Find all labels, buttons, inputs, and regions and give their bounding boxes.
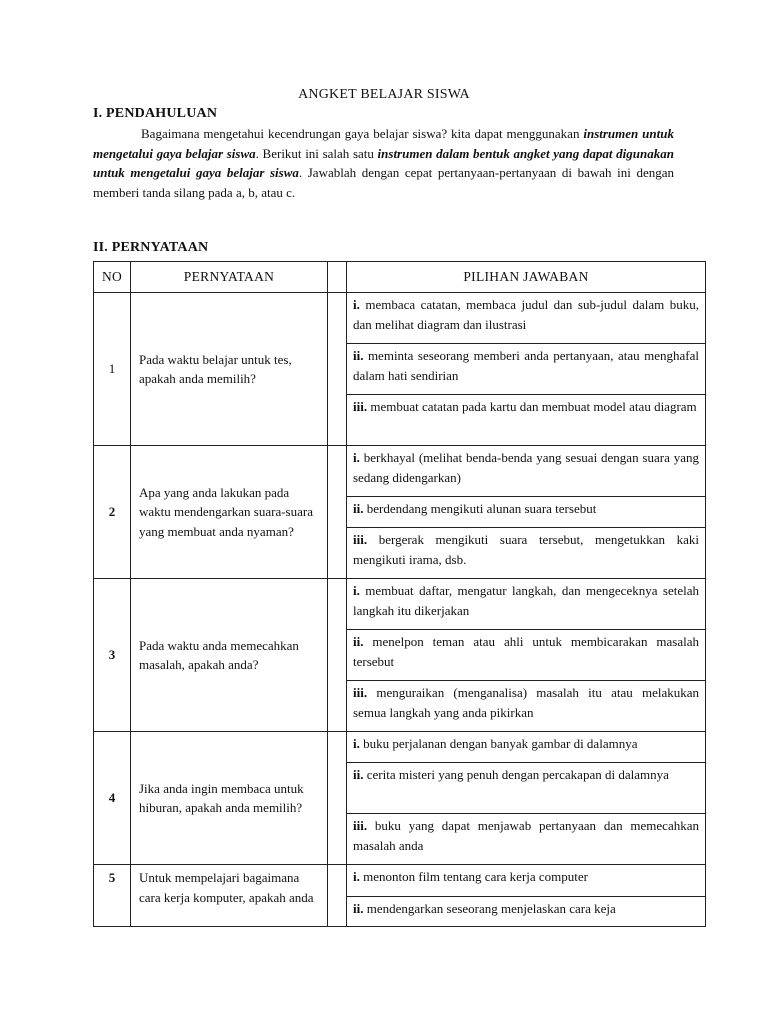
- question-text: Jika anda ingin membaca untuk hiburan, apakah anda memilih?: [131, 732, 328, 865]
- option-numeral: iii.: [353, 818, 368, 833]
- header-no: NO: [94, 262, 131, 293]
- question-text: Pada waktu anda memecahkan masalah, apakah anda?: [131, 579, 328, 732]
- intro-text-2: . Berikut ini salah satu: [255, 145, 378, 161]
- option-numeral: i.: [353, 736, 360, 751]
- answer-option[interactable]: [347, 395, 706, 446]
- option-text: membuat catatan pada kartu dan membuat model atau diagram: [367, 399, 697, 414]
- option-numeral: ii.: [353, 634, 364, 649]
- header-spacer: [328, 262, 347, 293]
- option-numeral: i.: [353, 297, 360, 312]
- intro-paragraph: [93, 124, 674, 202]
- option-numeral: i.: [353, 583, 360, 598]
- option-text: berdendang mengikuti alunan suara tersebut: [363, 501, 597, 516]
- blank-cell: [328, 579, 347, 732]
- document-title: ANGKET BELAJAR SISWA: [298, 87, 470, 102]
- table-row: [94, 865, 706, 897]
- blank-cell: [328, 865, 347, 927]
- row-number: 3: [94, 579, 131, 732]
- intro-emphasis-2: instrumen dalam bentuk angket yang dapat digunakan untuk mengetalui gaya belajar siswa: [93, 145, 674, 180]
- option-numeral: ii.: [353, 767, 364, 782]
- blank-cell: [328, 446, 347, 579]
- option-text: mendengarkan seseorang menjelaskan cara keja: [363, 901, 616, 916]
- section-heading-pernyataan: II. PERNYATAAN: [93, 240, 209, 255]
- questionnaire-table: [93, 261, 706, 927]
- option-text: meminta seseorang memberi anda pertanyaan, atau menghafal dalam hati sendirian: [353, 348, 699, 383]
- answer-option[interactable]: [347, 579, 706, 630]
- blank-cell: [328, 293, 347, 446]
- table-row: [94, 732, 706, 763]
- option-text: menonton film tentang cara kerja computer: [359, 869, 589, 884]
- option-numeral: i.: [353, 869, 360, 884]
- row-number: 5: [94, 865, 131, 927]
- question-text: Apa yang anda lakukan pada waktu mendengarkan suara-suara yang membuat anda nyaman?: [131, 446, 328, 579]
- answer-option[interactable]: [347, 897, 706, 927]
- option-text: cerita misteri yang penuh dengan percakapan di dalamnya: [363, 767, 669, 782]
- option-text: buku perjalanan dengan banyak gambar di dalamnya: [359, 736, 638, 751]
- option-numeral: ii.: [353, 501, 364, 516]
- intro-emphasis-1: instrumen untuk mengetalui gaya belajar siswa: [93, 126, 674, 161]
- row-number: 2: [94, 446, 131, 579]
- answer-option[interactable]: [347, 681, 706, 732]
- question-text: Untuk mempelajari bagaimana cara kerja komputer, apakah anda: [131, 865, 328, 927]
- option-numeral: ii.: [353, 348, 364, 363]
- question-text: Pada waktu belajar untuk tes, apakah anda memilih?: [131, 293, 328, 446]
- answer-option[interactable]: [347, 865, 706, 897]
- answer-option[interactable]: [347, 446, 706, 497]
- answer-option[interactable]: [347, 763, 706, 814]
- option-text: bergerak mengikuti suara tersebut, mengetukkan kaki mengikuti irama, dsb.: [353, 532, 699, 567]
- answer-option[interactable]: [347, 814, 706, 865]
- option-text: menelpon teman atau ahli untuk membicarakan masalah tersebut: [353, 634, 699, 669]
- intro-text-3: . Jawablah dengan cepat pertanyaan-pertanyaan di bawah ini dengan memberi tanda silang pada a, b, atau c.: [93, 165, 674, 200]
- option-text: membaca catatan, membaca judul dan sub-judul dalam buku, dan melihat diagram dan ilustrasi: [353, 297, 699, 332]
- row-number: 4: [94, 732, 131, 865]
- answer-option[interactable]: [347, 528, 706, 579]
- row-number: 1: [94, 293, 131, 446]
- intro-text-1: Bagaimana mengetahui kecendrungan gaya belajar siswa? kita dapat menggunakan: [141, 126, 584, 141]
- table-row: [94, 579, 706, 630]
- table-header-row: [94, 262, 706, 293]
- option-numeral: iii.: [353, 532, 368, 547]
- option-numeral: ii.: [353, 901, 364, 916]
- answer-option[interactable]: [347, 732, 706, 763]
- header-choices: PILIHAN JAWABAN: [347, 262, 706, 293]
- option-text: menguraikan (menganalisa) masalah itu atau melakukan semua langkah yang anda pikirkan: [353, 685, 699, 720]
- option-text: buku yang dapat menjawab pertanyaan dan memecahkan masalah anda: [353, 818, 699, 853]
- answer-option[interactable]: [347, 293, 706, 344]
- option-numeral: i.: [353, 450, 360, 465]
- option-text: berkhayal (melihat benda-benda yang sesuai dengan suara yang sedang didengarkan): [353, 450, 699, 485]
- option-numeral: iii.: [353, 399, 368, 414]
- option-text: membuat daftar, mengatur langkah, dan mengeceknya setelah langkah itu dikerjakan: [353, 583, 699, 618]
- answer-option[interactable]: [347, 497, 706, 528]
- table-row: [94, 293, 706, 344]
- blank-cell: [328, 732, 347, 865]
- option-numeral: iii.: [353, 685, 368, 700]
- header-statement: PERNYATAAN: [131, 262, 328, 293]
- answer-option[interactable]: [347, 344, 706, 395]
- section-heading-pendahuluan: I. PENDAHULUAN: [93, 106, 218, 121]
- answer-option[interactable]: [347, 630, 706, 681]
- table-row: [94, 446, 706, 497]
